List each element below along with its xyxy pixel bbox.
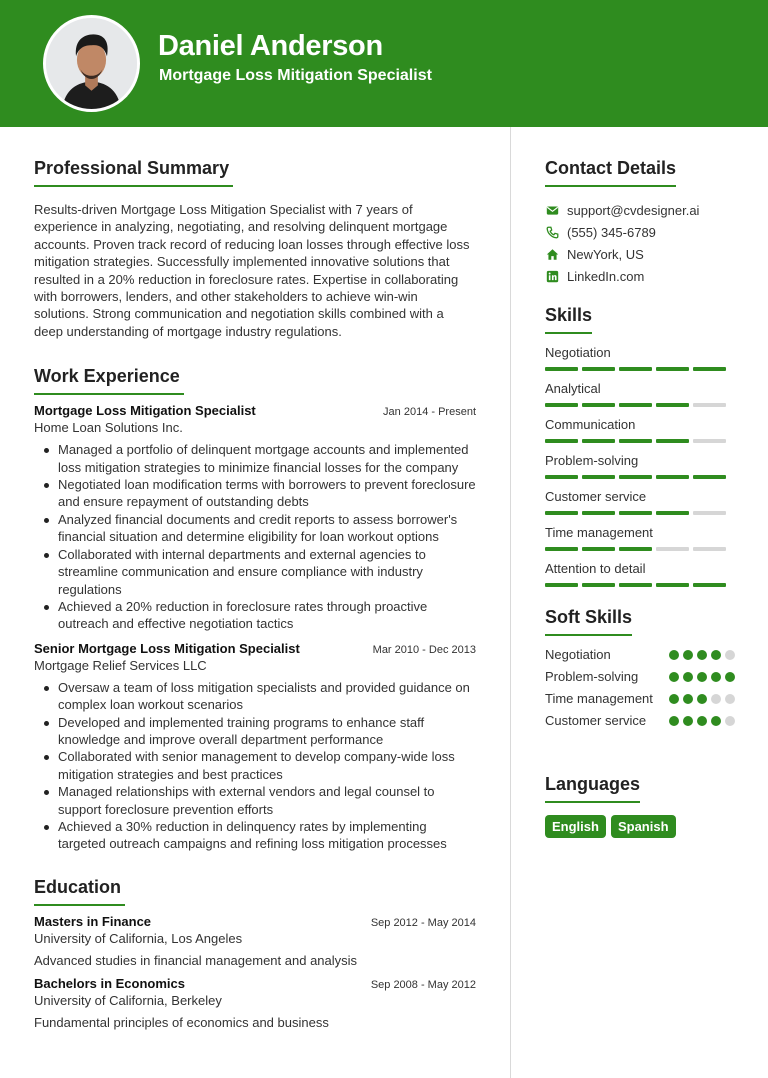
- skill-level-bar: [545, 475, 735, 479]
- job-entry: [34, 403, 476, 632]
- rating-dot: [683, 672, 693, 682]
- skill-level-segment: [656, 547, 689, 551]
- soft-skill-item: [545, 712, 735, 730]
- job-bullet: Analyzed financial documents and credit reports to assess borrower's financial situation and determine eligibility for loan workout options: [58, 511, 476, 546]
- skill-name: Problem-solving: [545, 453, 639, 468]
- education-header: [34, 976, 476, 991]
- skill-level-bar: [545, 439, 735, 443]
- job-list: [34, 403, 476, 853]
- job-bullets: [34, 679, 476, 853]
- job-bullet: Managed relationships with external vendors and legal counsel to support foreclosure prevention efforts: [58, 783, 476, 818]
- job-bullet: Oversaw a team of loss mitigation specialists and provided guidance on complex loan workout scenarios: [58, 679, 476, 714]
- skill-level-segment: [656, 475, 689, 479]
- job-company: Home Loan Solutions Inc.: [34, 420, 183, 436]
- column-divider: [510, 127, 511, 1078]
- soft-skill-name: Time management: [545, 691, 653, 706]
- contact-title: Contact Details: [545, 158, 676, 187]
- skill-level-bar: [545, 547, 735, 551]
- skill-level-segment: [545, 367, 578, 371]
- rating-dot: [725, 694, 735, 704]
- soft-skill-item: [545, 668, 735, 686]
- skill-level-segment: [656, 511, 689, 515]
- skill-level-segment: [582, 439, 615, 443]
- languages-title: Languages: [545, 774, 640, 803]
- contact-item: [545, 199, 735, 221]
- experience-section: [34, 366, 476, 853]
- rating-dot: [725, 716, 735, 726]
- skill-level-segment: [545, 403, 578, 407]
- skill-level-segment: [656, 403, 689, 407]
- skill-level-segment: [582, 547, 615, 551]
- avatar: [43, 15, 140, 112]
- language-badge: English: [545, 815, 606, 838]
- skill-name: Time management: [545, 525, 653, 540]
- soft-skill-rating: [669, 694, 735, 704]
- skill-level-segment: [656, 367, 689, 371]
- profile-photo: [46, 18, 137, 109]
- job-bullet: Collaborated with internal departments and external agencies to streamline communication and ensure compliance with industry regulations: [58, 546, 476, 598]
- education-entry: [34, 976, 476, 1030]
- skill-name: Customer service: [545, 489, 647, 504]
- education-title: Education: [34, 877, 125, 906]
- soft-skill-rating: [669, 650, 735, 660]
- rating-dot: [697, 650, 707, 660]
- rating-dot: [725, 650, 735, 660]
- skill-level-bar: [545, 511, 735, 515]
- job-bullets: [34, 441, 476, 632]
- language-badge: Spanish: [611, 815, 676, 838]
- skill-name: Attention to detail: [545, 561, 646, 576]
- job-date: Mar 2010 - Dec 2013: [372, 643, 476, 656]
- education-section: [34, 877, 476, 1030]
- skill-level-segment: [656, 583, 689, 587]
- education-date: Sep 2008 - May 2012: [370, 978, 476, 991]
- skill-level-segment: [582, 583, 615, 587]
- skill-level-segment: [693, 583, 726, 587]
- soft-skill-item: [545, 690, 735, 708]
- rating-dot: [725, 672, 735, 682]
- skill-level-segment: [582, 403, 615, 407]
- skill-level-segment: [619, 511, 652, 515]
- contact-item: [545, 243, 735, 265]
- skill-level-segment: [545, 583, 578, 587]
- skill-level-segment: [693, 511, 726, 515]
- skill-level-segment: [619, 475, 652, 479]
- skill-item: [545, 452, 735, 479]
- soft-skill-name: Customer service: [545, 713, 647, 728]
- rating-dot: [683, 716, 693, 726]
- contact-text: NewYork, US: [567, 246, 644, 262]
- skill-level-segment: [656, 439, 689, 443]
- education-note: Advanced studies in financial management and analysis: [34, 952, 358, 968]
- soft-skills-title: Soft Skills: [545, 607, 632, 636]
- skill-level-segment: [582, 475, 615, 479]
- skill-level-segment: [582, 367, 615, 371]
- summary-section: [34, 158, 476, 340]
- skill-level-segment: [619, 547, 652, 551]
- main-column: [34, 158, 476, 1030]
- skill-level-segment: [693, 475, 726, 479]
- job-header: [34, 403, 476, 418]
- job-bullet: Negotiated loan modification terms with borrowers to prevent foreclosure and ensure repayment of outstanding debts: [58, 477, 476, 510]
- contact-text: (555) 345-6789: [567, 224, 656, 240]
- education-list: [34, 914, 476, 1030]
- education-entry: [34, 914, 476, 968]
- job-bullet: Achieved a 20% reduction in foreclosure rates through proactive outreach and effective negotiation tactics: [58, 598, 476, 633]
- rating-dot: [711, 694, 721, 704]
- soft-skills-list: [545, 646, 735, 730]
- soft-skill-rating: [669, 672, 735, 682]
- skill-name: Communication: [545, 417, 636, 432]
- sidebar-column: [545, 158, 735, 838]
- envelope-icon: [545, 203, 559, 217]
- skill-item: [545, 560, 735, 587]
- degree-name: Masters in Finance: [34, 913, 152, 929]
- rating-dot: [697, 716, 707, 726]
- skill-item: [545, 488, 735, 515]
- rating-dot: [711, 672, 721, 682]
- summary-text: Results-driven Mortgage Loss Mitigation Specialist with 7 years of experience in analyzing, negotiating, and resolving delinquent mortgage accounts. Proven track record of reducing loan losses through effective loss mitigation strategies. Successfully implemented innovative solutions that resulted in a 20% reduction in foreclosure rates. Expertise in collaborating with borrowers, lenders, and other stakeholders to achieve win-win solutions. Strong communication and negotiation skills combined with a deep understanding of mortgage industry regulations.: [34, 202, 470, 339]
- skill-level-segment: [693, 547, 726, 551]
- contact-item: [545, 221, 735, 243]
- skill-level-segment: [619, 439, 652, 443]
- rating-dot: [669, 672, 679, 682]
- soft-skill-rating: [669, 716, 735, 726]
- job-bullet: Collaborated with senior management to develop company-wide loss mitigation strategies and best practices: [58, 748, 476, 783]
- skill-level-segment: [545, 511, 578, 515]
- soft-skill-item: [545, 646, 735, 664]
- job-header: [34, 641, 476, 656]
- rating-dot: [683, 650, 693, 660]
- education-note: Fundamental principles of economics and business: [34, 1014, 329, 1030]
- rating-dot: [711, 716, 721, 726]
- job-bullet: Developed and implemented training programs to enhance staff knowledge and improve overall department performance: [58, 714, 476, 749]
- skill-level-segment: [619, 403, 652, 407]
- contact-list: [545, 199, 735, 287]
- skill-item: [545, 380, 735, 407]
- degree-name: Bachelors in Economics: [34, 975, 185, 991]
- languages-section: [545, 774, 735, 838]
- skills-section: [545, 305, 735, 587]
- education-date: Sep 2012 - May 2014: [370, 916, 476, 929]
- skill-level-bar: [545, 367, 735, 371]
- rating-dot: [669, 650, 679, 660]
- skill-level-segment: [693, 439, 726, 443]
- contact-item: [545, 265, 735, 287]
- job-entry: [34, 641, 476, 853]
- skill-level-segment: [619, 583, 652, 587]
- rating-dot: [697, 694, 707, 704]
- job-company: Mortgage Relief Services LLC: [34, 657, 207, 673]
- rating-dot: [669, 694, 679, 704]
- skill-name: Analytical: [545, 381, 601, 396]
- education-header: [34, 914, 476, 929]
- contact-text: LinkedIn.com: [567, 268, 645, 284]
- candidate-role: Mortgage Loss Mitigation Specialist: [159, 67, 432, 84]
- skill-level-bar: [545, 583, 735, 587]
- skill-level-segment: [582, 511, 615, 515]
- school-name: University of California, Los Angeles: [34, 930, 243, 946]
- job-bullet: Managed a portfolio of delinquent mortgage accounts and implemented loss mitigation strategies to minimize financial losses for the company: [58, 441, 476, 476]
- skill-level-segment: [693, 367, 726, 371]
- rating-dot: [683, 694, 693, 704]
- experience-title: Work Experience: [34, 366, 184, 395]
- rating-dot: [669, 716, 679, 726]
- soft-skill-name: Problem-solving: [545, 669, 639, 684]
- skill-level-bar: [545, 403, 735, 407]
- soft-skills-section: [545, 607, 735, 730]
- job-title: Senior Mortgage Loss Mitigation Specialist: [34, 640, 300, 656]
- skills-list: [545, 344, 735, 587]
- skill-level-segment: [693, 403, 726, 407]
- skills-title: Skills: [545, 305, 592, 334]
- skill-level-segment: [619, 367, 652, 371]
- skill-name: Negotiation: [545, 345, 611, 360]
- job-date: Jan 2014 - Present: [383, 406, 476, 419]
- skill-item: [545, 524, 735, 551]
- skill-level-segment: [545, 439, 578, 443]
- candidate-name: Daniel Anderson: [158, 30, 383, 62]
- school-name: University of California, Berkeley: [34, 992, 222, 1008]
- resume-header: [0, 0, 768, 127]
- home-icon: [545, 247, 559, 261]
- job-title: Mortgage Loss Mitigation Specialist: [34, 403, 256, 419]
- rating-dot: [697, 672, 707, 682]
- linkedin-icon: [545, 269, 559, 283]
- phone-icon: [545, 225, 559, 239]
- soft-skill-name: Negotiation: [545, 647, 611, 662]
- contact-section: [545, 158, 735, 287]
- skill-level-segment: [545, 547, 578, 551]
- summary-title: Professional Summary: [34, 158, 233, 187]
- contact-text: support@cvdesigner.ai: [567, 202, 700, 218]
- job-bullet: Achieved a 30% reduction in delinquency rates by implementing targeted outreach campaigns and refining loss mitigation processes: [58, 818, 476, 853]
- skill-item: [545, 344, 735, 371]
- skill-item: [545, 416, 735, 443]
- language-list: [545, 815, 735, 838]
- rating-dot: [711, 650, 721, 660]
- skill-level-segment: [545, 475, 578, 479]
